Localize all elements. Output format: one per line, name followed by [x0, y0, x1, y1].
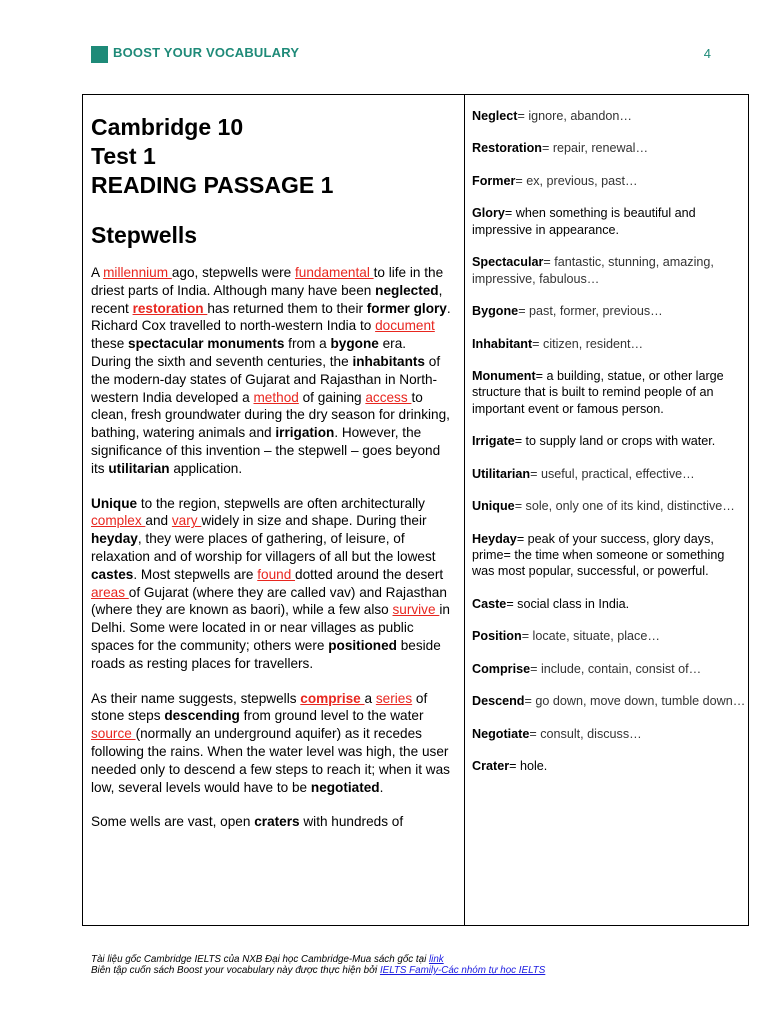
vocab-term: Bygone	[472, 304, 519, 319]
vocab-term: Descend	[472, 694, 525, 709]
text: these	[91, 336, 129, 352]
vocab-term: Glory	[472, 206, 505, 221]
vocab-term: Crater	[472, 759, 510, 774]
vocab-definition: = ignore, abandon…	[517, 109, 632, 123]
highlight-areas: areas	[91, 584, 129, 600]
vocab-definition: = consult, discuss…	[529, 726, 642, 741]
keyword-negotiated: negotiated	[310, 779, 380, 795]
title-line-2: Test 1	[91, 143, 156, 169]
vocab-definition: = go down, move down, tumble down…	[524, 694, 746, 709]
vocab-term: Former	[472, 173, 516, 188]
text: to the region, stepwells are often architecturally	[137, 495, 425, 511]
paragraph-2	[91, 353, 457, 478]
title-line-3: READING PASSAGE 1	[91, 172, 334, 198]
page-footer	[91, 954, 545, 976]
highlight-complex: complex	[91, 513, 146, 529]
footer-text: Biên tập cuốn sách Boost your vocabulary này được thực hiện bởi	[91, 965, 380, 976]
text: of the modern-day states of Gujarat and Rajasthan in North-western India developed a	[91, 353, 441, 405]
vocab-definition: = fantastic, stunning, amazing, impressive, fabulous…	[472, 255, 714, 286]
vocab-definition: = past, former, previous…	[518, 304, 663, 319]
vocab-entry	[472, 368, 747, 417]
page-header	[91, 44, 711, 64]
keyword-neglected: neglected	[375, 282, 439, 298]
header-square-icon	[91, 46, 108, 63]
vocab-term: Negotiate	[472, 726, 530, 741]
vocab-entry	[472, 254, 747, 287]
vocab-entry	[472, 758, 747, 774]
vocab-term: Caste	[472, 596, 507, 611]
text: Some wells are vast, open	[91, 814, 255, 830]
vocab-definition: = sole, only one of its kind, distinctive…	[514, 499, 735, 514]
footer-line-1	[91, 954, 545, 965]
text: . Richard Cox travelled to north-western India to	[91, 300, 451, 334]
keyword-bygone: bygone	[330, 336, 379, 352]
keyword-descending: descending	[164, 708, 240, 724]
vocab-definition: = ex, previous, past…	[515, 173, 638, 188]
text: widely in size and shape. During their	[201, 513, 427, 529]
vocab-term: Monument	[472, 368, 536, 383]
text: to life in the driest parts of India. Although many have been	[91, 265, 444, 298]
vocab-entry	[472, 205, 747, 238]
keyword-heyday: heyday	[91, 531, 138, 547]
paragraph-5	[91, 813, 457, 831]
vocab-term: Inhabitant	[472, 336, 533, 351]
paragraph-3	[91, 495, 457, 673]
vocab-entry	[472, 661, 747, 677]
vocab-definition: = a building, statue, or other large structure that is built to remind people of an important event or famous person.	[472, 368, 724, 416]
text: and	[145, 513, 172, 529]
text: of stone steps	[91, 690, 428, 724]
footer-link[interactable]: link	[428, 954, 444, 965]
text: application.	[169, 460, 243, 476]
text: .	[379, 779, 384, 795]
text: . Most stepwells are	[133, 566, 258, 582]
text: beside roads as resting places for travellers.	[91, 637, 441, 671]
text: a	[364, 690, 376, 706]
vocab-entry	[472, 140, 747, 156]
vocab-entry	[472, 498, 747, 514]
footer-line-2	[91, 965, 545, 976]
highlight-series: series	[375, 690, 413, 706]
text: . However, the significance of this invention – the stepwell – goes beyond its	[91, 425, 441, 476]
text: During the sixth and seventh centuries, the	[91, 353, 353, 369]
keyword-unique: Unique	[91, 495, 138, 511]
vocab-entry	[472, 336, 747, 352]
keyword-irrigation: irrigation	[275, 425, 335, 441]
header-title: BOOST YOUR VOCABULARY	[113, 45, 300, 60]
text: of gaining	[298, 389, 366, 405]
highlight-millennium: millennium	[103, 265, 172, 280]
footer-text: Tài liệu gốc Cambridge IELTS của NXB Đại học Cambridge-Mua sách gốc tại	[91, 954, 429, 965]
vocab-entry	[472, 303, 747, 319]
vocab-term: Neglect	[472, 109, 518, 123]
highlight-survive: survive	[392, 602, 440, 618]
vocab-definition: = locate, situate, place…	[521, 629, 660, 644]
text: A	[91, 265, 104, 280]
vocab-entry	[472, 531, 747, 580]
highlight-document: document	[375, 318, 435, 334]
highlight-comprise: comprise	[300, 690, 365, 706]
vocab-term: Restoration	[472, 141, 542, 156]
vocab-definition: = hole.	[509, 759, 548, 774]
vocab-definition: = repair, renewal…	[541, 141, 649, 156]
text: era.	[378, 336, 407, 352]
keyword-castes: castes	[91, 566, 134, 582]
highlight-source: source	[91, 726, 136, 742]
vocab-entry	[472, 108, 747, 124]
page-number: 4	[703, 46, 711, 61]
vocab-entry	[472, 693, 747, 709]
text: of Gujarat (where they are called vav) and Rajasthan (where they are known as baori), while a few also	[91, 584, 447, 618]
text: dotted around the desert	[295, 566, 444, 582]
vocab-term: Utilitarian	[472, 466, 531, 481]
vocab-definition: = to supply land or crops with water.	[514, 434, 716, 449]
passage-subtitle: Stepwells	[91, 222, 198, 248]
paragraph-4	[91, 690, 457, 797]
vocab-definition: = include, contain, consist of…	[530, 661, 702, 676]
vocab-term: Spectacular	[472, 255, 544, 270]
text: with hundreds of	[299, 814, 404, 830]
keyword-former-glory: former glory	[366, 300, 447, 316]
vocab-entry	[472, 466, 747, 482]
vocab-entry	[472, 433, 747, 449]
highlight-access: access	[365, 389, 412, 405]
vocab-term: Position	[472, 629, 522, 644]
text: from ground level to the water	[239, 708, 424, 724]
vocab-term: Comprise	[472, 661, 531, 676]
highlight-restoration: restoration	[132, 300, 208, 316]
vocab-term: Irrigate	[472, 434, 515, 449]
reading-passage-column	[91, 113, 457, 848]
vocab-definition: = social class in India.	[506, 596, 630, 611]
footer-group-link[interactable]: IELTS Family-Các nhóm tự học IELTS	[379, 965, 546, 976]
keyword-spectacular-monuments: spectacular monuments	[128, 336, 285, 352]
vocab-definition: = useful, practical, effective…	[530, 466, 695, 481]
highlight-method: method	[253, 389, 299, 405]
text: to clean, fresh groundwater during the dry season for drinking, bathing, watering animals and	[91, 389, 450, 441]
vocab-term: Unique	[472, 499, 515, 514]
text: ago, stepwells were	[171, 265, 296, 280]
vocab-definition: = citizen, resident…	[532, 336, 644, 351]
content-table	[82, 94, 749, 926]
keyword-utilitarian: utilitarian	[108, 460, 170, 476]
paragraph-1	[91, 264, 457, 353]
highlight-found: found	[257, 566, 296, 582]
vocab-entry	[472, 726, 747, 742]
text: As their name suggests, stepwells	[91, 690, 301, 706]
highlight-fundamental: fundamental	[295, 265, 374, 280]
text: , they were places of gathering, of leisure, of relaxation and of worship for villagers of all but the lowest	[91, 531, 436, 564]
vocab-entry	[472, 596, 747, 612]
text: from a	[284, 336, 331, 352]
text: , recent	[91, 282, 443, 316]
vocab-entry	[472, 628, 747, 644]
vocab-definition: = when something is beautiful and impressive in appearance.	[472, 206, 696, 237]
highlight-vary: vary	[171, 513, 202, 529]
keyword-positioned: positioned	[328, 637, 397, 653]
title-line-1: Cambridge 10	[91, 114, 244, 140]
text: has returned them to their	[207, 300, 367, 316]
keyword-inhabitants: inhabitants	[352, 353, 425, 369]
vocab-definition: = peak of your success, glory days, prime= the time when someone or something was most popular, successful, or powerful.	[472, 531, 725, 579]
vocab-term: Heyday	[472, 531, 517, 546]
vocabulary-column	[472, 108, 747, 791]
column-divider	[464, 95, 465, 925]
text: (normally an underground aquifer) as it recedes following the rains. When the water level was high, the user needed only to descend a few steps to reach it; when it was low, several levels would have to be	[91, 726, 450, 795]
text: in Delhi. Some were located in or near villages as public spaces for the community; others were	[91, 602, 450, 653]
vocab-entry	[472, 173, 747, 189]
keyword-craters: craters	[254, 814, 300, 830]
